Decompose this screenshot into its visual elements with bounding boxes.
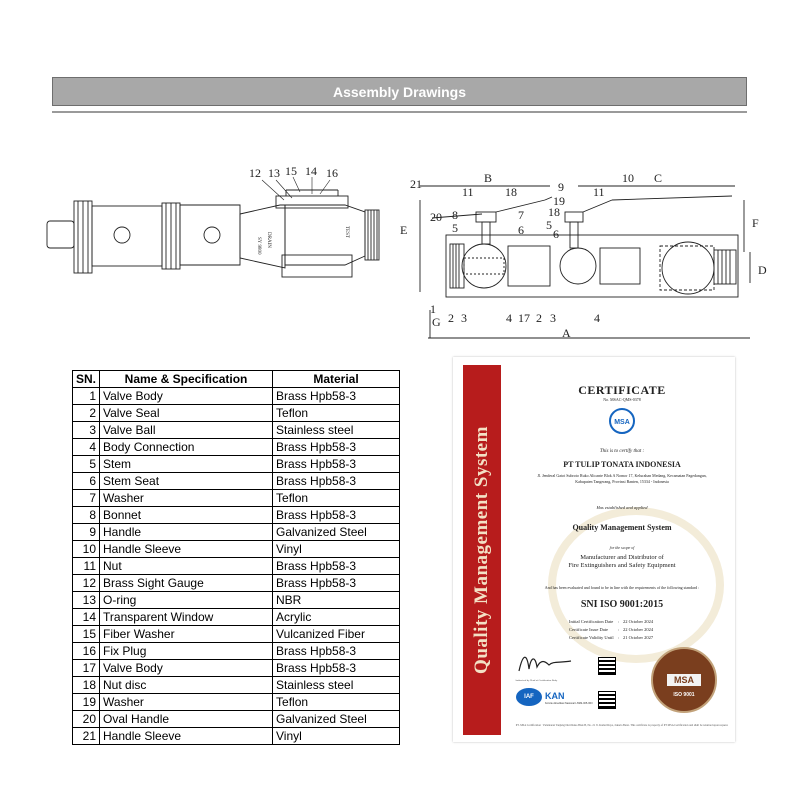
cell-sn: 13: [73, 592, 100, 609]
cell-material: Acrylic: [273, 609, 400, 626]
table-row: [73, 439, 400, 456]
cell-material: Vulcanized Fiber: [273, 626, 400, 643]
qms-title: Quality Management System: [572, 523, 672, 532]
date-label: Initial Certification Date: [569, 618, 614, 624]
msa-logo-icon: [608, 407, 636, 435]
certificate-footer: PT. MSA Certification · Pelantaran Tanjung Duri Ruko Blok B, No. 21 Jl. Kamal Raya, Jakarta Barat. This certificate is property of PT MSA Certification and shall be returned upon request.: [515, 724, 729, 727]
valve-marking-drain: DRAIN: [266, 232, 271, 248]
cell-name: Transparent Window: [100, 609, 273, 626]
cell-material: Vinyl: [273, 541, 400, 558]
cell-name: Oval Handle: [100, 711, 273, 728]
cell-name: Valve Seal: [100, 405, 273, 422]
callout-3b: 3: [550, 311, 556, 325]
table-row: [73, 694, 400, 711]
msa-iso-seal: [651, 647, 717, 713]
company-address: Jl. Jenderal Gatot Subroto Ruko Alicante Blok A Nomor 17, Kelurahan Medang, Kecamatan Pagedangan, Kabupaten Tangerang, Provinsi Banten, 15334 - Indonesia: [537, 473, 707, 484]
cell-sn: 1: [73, 388, 100, 405]
qr-code-icon: [598, 691, 616, 709]
cell-name: Fix Plug: [100, 643, 273, 660]
callout-15: 15: [285, 164, 297, 178]
iaf-logo: IAF: [516, 688, 542, 706]
left-callouts: [249, 164, 349, 255]
date-label: Certificate Validity Until: [569, 634, 614, 640]
certificate-number: No. MSAC-QMS-0378: [603, 397, 641, 402]
table-row: [73, 609, 400, 626]
callout-4a: 4: [506, 311, 512, 325]
cell-sn: 18: [73, 677, 100, 694]
table-row: [73, 456, 400, 473]
cell-name: Valve Ball: [100, 422, 273, 439]
sight-gauge-valve-drawing: [47, 190, 379, 277]
certificate-dates: [567, 617, 655, 641]
cell-sn: 3: [73, 422, 100, 439]
callout-B: B: [484, 171, 493, 185]
table-row: [73, 711, 400, 728]
date-row: Certificate Validity Until : 21 October 2027: [569, 634, 654, 640]
table-row: [73, 660, 400, 677]
cell-material: Galvanized Steel: [273, 524, 400, 541]
callout-5a: 5: [452, 221, 458, 235]
cell-sn: 9: [73, 524, 100, 541]
callout-3a: 3: [461, 311, 467, 325]
valve-marking-model: SY 9800: [256, 237, 261, 255]
callout-1: 1: [430, 302, 436, 316]
cell-material: NBR: [273, 592, 400, 609]
cell-material: Brass Hpb58-3: [273, 439, 400, 456]
callout-F: F: [752, 216, 759, 230]
signature-icon: [515, 649, 575, 677]
table-row: [73, 541, 400, 558]
cell-material: Brass Hpb58-3: [273, 388, 400, 405]
table-row: [73, 677, 400, 694]
callout-17: 17: [518, 311, 530, 325]
column-header-name: Name & Specification: [100, 371, 273, 388]
assembly-drawing: [0, 160, 800, 350]
ball-valve-section-drawing: [420, 186, 750, 338]
callout-5b: 5: [546, 218, 552, 232]
signature-label: Authorized by Head of Certification Body: [515, 679, 558, 682]
cell-material: Brass Hpb58-3: [273, 660, 400, 677]
cell-material: Teflon: [273, 694, 400, 711]
table-row: [73, 575, 400, 592]
cell-material: Brass Hpb58-3: [273, 507, 400, 524]
callout-11a: 11: [462, 185, 474, 199]
divider: [52, 111, 747, 113]
callout-16: 16: [326, 166, 338, 180]
msa-logo-text: MSA: [614, 419, 630, 426]
seal-text: MSA: [667, 674, 701, 686]
valve-marking-test: TEST: [344, 226, 349, 238]
table-row: [73, 558, 400, 575]
column-header-sn: SN.: [73, 371, 100, 388]
cell-name: Stem: [100, 456, 273, 473]
callout-12: 12: [249, 166, 261, 180]
callout-A: A: [562, 326, 571, 340]
callout-20: 20: [430, 210, 442, 224]
certificate-title: CERTIFICATE: [578, 383, 666, 397]
table-row: [73, 626, 400, 643]
callout-2b: 2: [536, 311, 542, 325]
established-text: Has established and applied: [596, 505, 648, 510]
callout-2a: 2: [448, 311, 454, 325]
kan-logo: KAN: [545, 691, 565, 701]
callout-G: G: [432, 315, 441, 329]
column-header-material: Material: [273, 371, 400, 388]
callout-6b: 6: [553, 227, 559, 241]
table-header-row: [73, 371, 400, 388]
cell-sn: 5: [73, 456, 100, 473]
date-value: 22 October 2024: [622, 626, 654, 632]
certificate-strip-text: Quality Management System: [471, 426, 492, 674]
cell-material: Brass Hpb58-3: [273, 456, 400, 473]
section-title: Assembly Drawings: [332, 84, 467, 100]
callout-9: 9: [558, 180, 564, 194]
company-name: PT TULIP TONATA INDONESIA: [563, 460, 681, 469]
date-value: 21 October 2027: [622, 634, 654, 640]
cell-material: Stainless steel: [273, 677, 400, 694]
cell-sn: 7: [73, 490, 100, 507]
cell-material: Stainless steel: [273, 422, 400, 439]
cell-name: Washer: [100, 694, 273, 711]
date-row: Certificate Issue Date : 22 October 2024: [569, 626, 654, 632]
cell-sn: 20: [73, 711, 100, 728]
cell-sn: 8: [73, 507, 100, 524]
callout-D: D: [758, 263, 767, 277]
table-row: [73, 507, 400, 524]
cell-name: Handle Sleeve: [100, 728, 273, 745]
cell-material: Vinyl: [273, 728, 400, 745]
callout-6a: 6: [518, 223, 524, 237]
cell-sn: 2: [73, 405, 100, 422]
callout-10: 10: [622, 171, 634, 185]
scope-line-2: Fire Extinguishers and Safety Equipment: [568, 562, 676, 569]
cell-material: Brass Hpb58-3: [273, 473, 400, 490]
cell-name: Body Connection: [100, 439, 273, 456]
cell-material: Brass Hpb58-3: [273, 575, 400, 592]
cell-name: O-ring: [100, 592, 273, 609]
date-label: Certificate Issue Date: [569, 626, 608, 632]
cell-sn: 16: [73, 643, 100, 660]
cell-name: Valve Body: [100, 388, 273, 405]
cell-name: Washer: [100, 490, 273, 507]
iso-certificate: [453, 357, 735, 742]
scope-intro: for the scope of: [609, 545, 635, 550]
table-row: [73, 643, 400, 660]
cell-name: Nut: [100, 558, 273, 575]
callout-21: 21: [410, 177, 422, 191]
callout-19: 19: [553, 194, 565, 208]
callout-14: 14: [305, 164, 317, 178]
cell-material: Teflon: [273, 490, 400, 507]
cell-name: Brass Sight Gauge: [100, 575, 273, 592]
parts-table: [72, 370, 400, 745]
table-row: [73, 490, 400, 507]
cell-sn: 12: [73, 575, 100, 592]
cell-material: Brass Hpb58-3: [273, 643, 400, 660]
certify-text: This is to certify that :: [599, 449, 645, 454]
cell-material: Galvanized Steel: [273, 711, 400, 728]
callout-18b: 18: [548, 205, 560, 219]
cell-sn: 10: [73, 541, 100, 558]
date-row: Initial Certification Date : 22 October 2024: [569, 618, 654, 624]
table-row: [73, 728, 400, 745]
callout-C: C: [654, 171, 663, 185]
callout-7: 7: [518, 208, 524, 222]
evaluated-text: And has been evaluated and found to be in line with the requirements of the following standard :: [544, 585, 700, 590]
scope-text: [511, 554, 733, 570]
cell-sn: 6: [73, 473, 100, 490]
cell-sn: 15: [73, 626, 100, 643]
cell-sn: 11: [73, 558, 100, 575]
cell-name: Fiber Washer: [100, 626, 273, 643]
callout-E: E: [400, 223, 408, 237]
callout-11b: 11: [593, 185, 605, 199]
cell-material: Brass Hpb58-3: [273, 558, 400, 575]
callout-4b: 4: [594, 311, 600, 325]
cell-sn: 14: [73, 609, 100, 626]
seal-iso-text: ISO 9001: [673, 692, 695, 698]
cell-sn: 19: [73, 694, 100, 711]
table-row: [73, 524, 400, 541]
cell-name: Nut disc: [100, 677, 273, 694]
cell-material: Teflon: [273, 405, 400, 422]
table-row: [73, 422, 400, 439]
cell-name: Stem Seat: [100, 473, 273, 490]
kan-subtitle: Komite Akreditasi Nasional LSSM-005-IDN: [545, 702, 593, 705]
cell-sn: 4: [73, 439, 100, 456]
callout-18a: 18: [505, 185, 517, 199]
cell-sn: 17: [73, 660, 100, 677]
callout-13: 13: [268, 166, 280, 180]
cell-name: Handle: [100, 524, 273, 541]
section-title-banner: [52, 77, 747, 106]
cell-sn: 21: [73, 728, 100, 745]
cell-name: Handle Sleeve: [100, 541, 273, 558]
qr-code-icon: [598, 657, 616, 675]
callout-8: 8: [452, 208, 458, 222]
table-row: [73, 405, 400, 422]
date-value: 22 October 2024: [622, 618, 654, 624]
cell-name: Bonnet: [100, 507, 273, 524]
table-row: [73, 388, 400, 405]
scope-line-1: Manufacturer and Distributor of: [580, 554, 664, 561]
table-row: [73, 473, 400, 490]
cell-name: Valve Body: [100, 660, 273, 677]
table-row: [73, 592, 400, 609]
standard-title: SNI ISO 9001:2015: [580, 599, 664, 610]
